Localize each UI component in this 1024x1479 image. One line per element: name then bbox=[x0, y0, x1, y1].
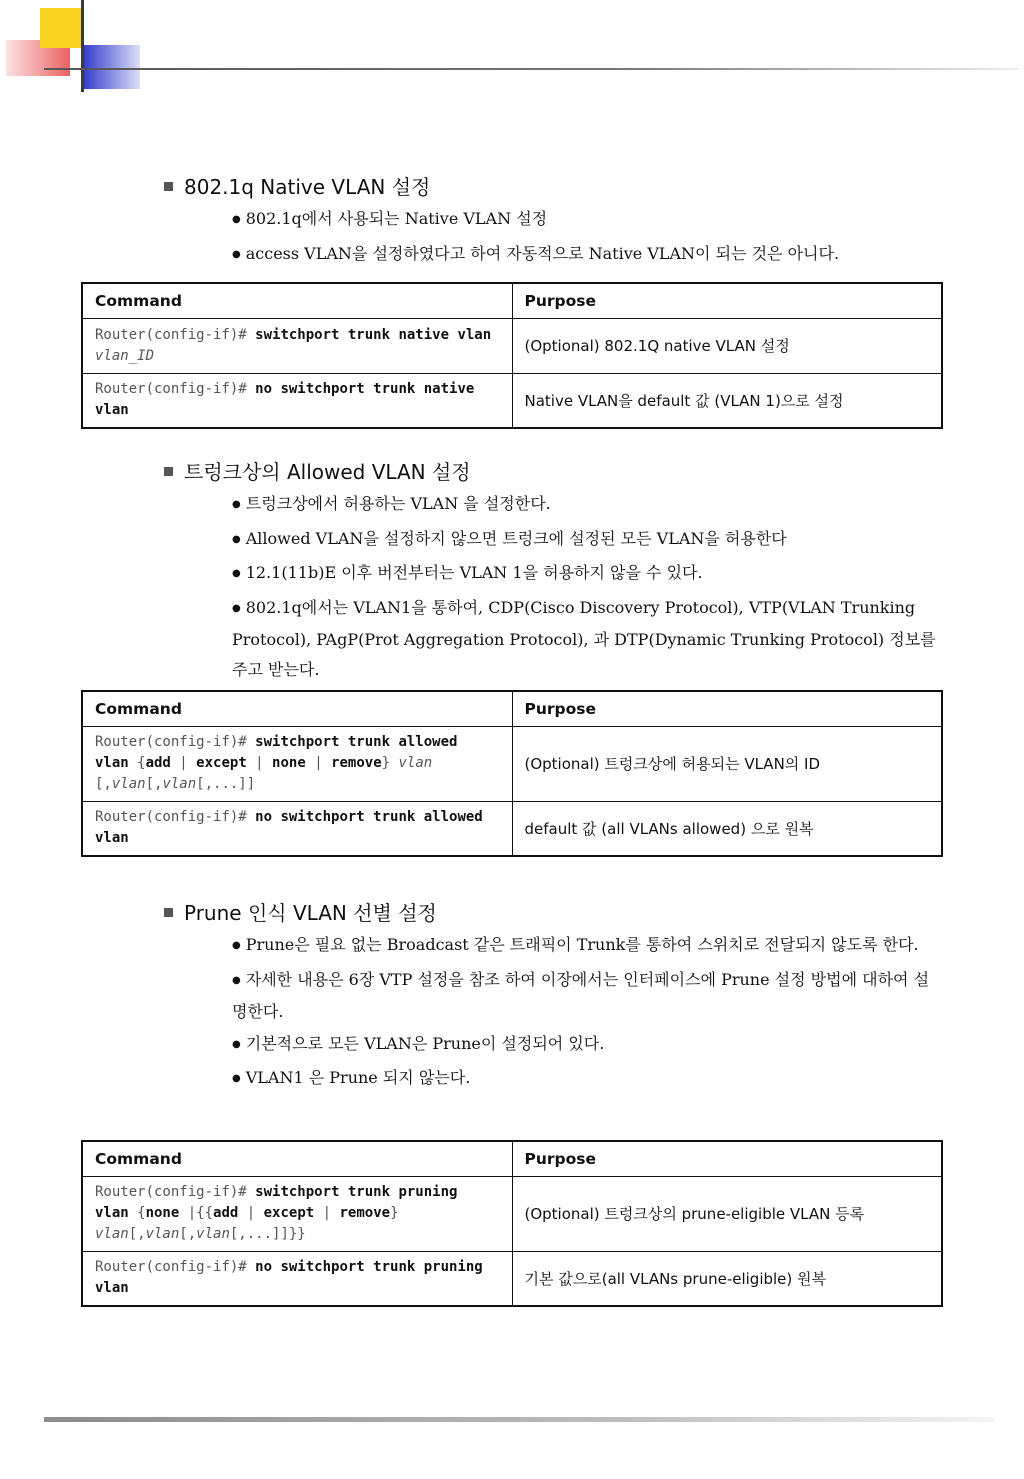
command-cell: Router(config-if)# switchport trunk pruning vlan {none |{{add | except | remove} vlan[,vlan[,vlan[,...]]}} bbox=[82, 1176, 512, 1251]
column-header-purpose: Purpose bbox=[512, 1141, 942, 1176]
section-title: Prune 인식 VLAN 선별 설정 bbox=[184, 901, 437, 925]
purpose-cell: default 값 (all VLANs allowed) 으로 원복 bbox=[512, 801, 942, 856]
command-cell: Router(config-if)# no switchport trunk native vlan bbox=[82, 373, 512, 428]
table-row bbox=[82, 373, 942, 428]
purpose-cell: (Optional) 트렁크상에 허용되는 VLAN의 ID bbox=[512, 726, 942, 801]
bullet-list-allowed-vlan bbox=[232, 489, 944, 686]
section-heading-prune-vlan bbox=[164, 897, 437, 926]
command-cell: Router(config-if)# switchport trunk allowed vlan {add | except | none | remove} vlan [,vlan[,vlan[,...]] bbox=[82, 726, 512, 801]
logo-yellow-square bbox=[40, 8, 82, 48]
square-bullet-icon bbox=[164, 467, 173, 476]
header-rule bbox=[44, 68, 1019, 70]
section-heading-native-vlan bbox=[164, 171, 430, 200]
column-header-command: Command bbox=[82, 691, 512, 726]
section-heading-allowed-vlan bbox=[164, 456, 471, 485]
header-vertical-rule bbox=[81, 0, 84, 92]
list-item: ● 802.1q에서는 VLAN1을 통하여, CDP(Cisco Discovery Protocol), VTP(VLAN Trunking Protocol), PAgP(Prot Aggregation Protocol), 과 DTP(Dynamic Trunking Protocol) 정보를 주고 받는다. bbox=[232, 597, 936, 679]
list-item: ● 트렁크상에서 허용하는 VLAN 을 설정한다. bbox=[232, 494, 551, 513]
command-table-native-vlan bbox=[81, 282, 943, 429]
column-header-purpose: Purpose bbox=[512, 691, 942, 726]
purpose-cell: (Optional) 802.1Q native VLAN 설정 bbox=[512, 318, 942, 373]
logo-blue-square bbox=[84, 45, 140, 89]
list-item: ● 자세한 내용은 6장 VTP 설정을 참조 하여 이장에서는 인터페이스에 Prune 설정 방법에 대하여 설명한다. bbox=[232, 969, 930, 1021]
table-row bbox=[82, 318, 942, 373]
purpose-cell: (Optional) 트렁크상의 prune-eligible VLAN 등록 bbox=[512, 1176, 942, 1251]
list-item: ● access VLAN을 설정하였다고 하여 자동적으로 Native VLAN이 되는 것은 아니다. bbox=[232, 243, 840, 263]
list-item: ● Prune은 필요 없는 Broadcast 같은 트래픽이 Trunk를 통하여 스위치로 전달되지 않도록 한다. bbox=[232, 935, 919, 954]
table-row bbox=[82, 1176, 942, 1251]
table-row bbox=[82, 1251, 942, 1306]
command-table-allowed-vlan bbox=[81, 690, 943, 857]
list-item: ● VLAN1 은 Prune 되지 않는다. bbox=[232, 1068, 471, 1087]
list-item: ● 기본적으로 모든 VLAN은 Prune이 설정되어 있다. bbox=[232, 1033, 605, 1053]
bullet-list-native-vlan bbox=[232, 204, 944, 273]
purpose-cell: Native VLAN을 default 값 (VLAN 1)으로 설정 bbox=[512, 373, 942, 428]
command-cell: Router(config-if)# no switchport trunk allowed vlan bbox=[82, 801, 512, 856]
square-bullet-icon bbox=[164, 908, 173, 917]
section-title: 트렁크상의 Allowed VLAN 설정 bbox=[184, 460, 471, 484]
column-header-command: Command bbox=[82, 1141, 512, 1176]
list-item: ● 802.1q에서 사용되는 Native VLAN 설정 bbox=[232, 209, 548, 228]
square-bullet-icon bbox=[164, 182, 173, 191]
table-row bbox=[82, 801, 942, 856]
footer-rule bbox=[44, 1417, 994, 1422]
column-header-purpose: Purpose bbox=[512, 283, 942, 318]
list-item: ● Allowed VLAN을 설정하지 않으면 트렁크에 설정된 모든 VLAN을 허용한다 bbox=[232, 528, 787, 548]
table-row bbox=[82, 726, 942, 801]
list-item: ● 12.1(11b)E 이후 버전부터는 VLAN 1을 허용하지 않을 수 있다. bbox=[232, 563, 703, 582]
bullet-list-prune-vlan bbox=[232, 930, 944, 1098]
command-cell: Router(config-if)# switchport trunk native vlan vlan_ID bbox=[82, 318, 512, 373]
column-header-command: Command bbox=[82, 283, 512, 318]
command-cell: Router(config-if)# no switchport trunk pruning vlan bbox=[82, 1251, 512, 1306]
command-table-prune-vlan bbox=[81, 1140, 943, 1307]
section-title: 802.1q Native VLAN 설정 bbox=[184, 175, 431, 199]
purpose-cell: 기본 값으로(all VLANs prune-eligible) 원복 bbox=[512, 1251, 942, 1306]
